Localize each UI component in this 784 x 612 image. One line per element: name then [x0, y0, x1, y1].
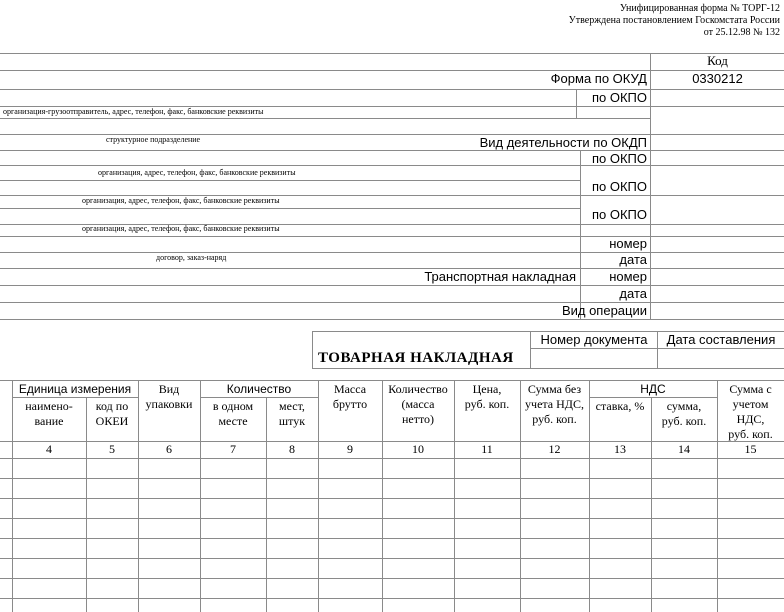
operation-label: Вид операции	[561, 303, 647, 318]
okpo-label-3: по ОКПО	[591, 179, 647, 194]
th-qty-group: Количество	[226, 382, 292, 396]
shipper-hint: организация-грузоотправитель, адрес, телефон, факс, банковские реквизиты	[3, 107, 264, 116]
form-header	[569, 3, 780, 39]
header-line-1: Унифицированная форма № ТОРГ-12	[619, 3, 780, 14]
col-number: 11	[481, 442, 493, 456]
col-number: 10	[412, 442, 424, 456]
doc-date-label: Дата составления	[666, 332, 776, 347]
th-sum-no-vat: Сумма без учета НДС, руб. коп.	[525, 382, 584, 426]
data-label-2: дата	[619, 286, 647, 301]
th-price: Цена, руб. коп.	[464, 382, 510, 411]
col-number: 9	[347, 442, 353, 456]
okdp-label: Вид деятельности по ОКДП	[479, 135, 647, 150]
th-qty-places: мест, штук	[278, 399, 306, 428]
okud-value: 0330212	[692, 71, 743, 86]
th-unit-code: код по ОКЕИ	[95, 399, 129, 428]
header-line-3: от 25.12.98 № 132	[703, 27, 780, 38]
nomer-label-1: номер	[609, 236, 647, 251]
th-net: Количество (масса нетто)	[388, 382, 448, 426]
okpo-label-2: по ОКПО	[591, 151, 647, 166]
col-number: 13	[614, 442, 626, 456]
data-label-1: дата	[619, 252, 647, 267]
col-number: 14	[678, 442, 690, 456]
th-package: Вид упаковки	[145, 382, 193, 411]
col-number: 5	[109, 442, 115, 456]
col-number: 7	[230, 442, 236, 456]
th-unit-group: Единица измерения	[18, 382, 132, 396]
col-number: 8	[289, 442, 295, 456]
nomer-label-2: номер	[609, 269, 647, 284]
subdivision-hint: структурное подразделение	[106, 135, 201, 144]
doc-number-label: Номер документа	[540, 332, 648, 347]
contract-hint: договор, заказ-наряд	[156, 253, 227, 262]
col-number: 15	[744, 442, 757, 456]
okud-label: Форма по ОКУД	[550, 71, 647, 86]
col-number: 12	[548, 442, 561, 456]
col-number: 6	[166, 442, 172, 456]
okpo-label-1: по ОКПО	[591, 90, 647, 105]
th-vat-sum: сумма, руб. коп.	[661, 399, 707, 428]
th-sum-vat: Сумма с учетом НДС, руб. коп.	[728, 382, 773, 441]
kod-label: Код	[707, 53, 728, 68]
doc-title: ТОВАРНАЯ НАКЛАДНАЯ	[318, 350, 514, 366]
col-number: 4	[46, 442, 52, 456]
header-line-2: Утверждена постановлением Госкомстата России	[568, 15, 780, 26]
org-hint-3: организация, адрес, телефон, факс, банковские реквизиты	[82, 224, 280, 233]
org-hint-1: организация, адрес, телефон, факс, банковские реквизиты	[98, 168, 296, 177]
org-hint-2: организация, адрес, телефон, факс, банковские реквизиты	[82, 196, 280, 205]
okpo-label-4: по ОКПО	[591, 207, 647, 222]
th-unit-name: наимено- вание	[25, 399, 73, 428]
transport-label: Транспортная накладная	[424, 269, 576, 284]
th-qty-one: в одном месте	[212, 399, 254, 428]
th-vat-group: НДС	[640, 382, 666, 396]
th-vat-rate: ставка, %	[595, 399, 645, 413]
th-gross: Масса брутто	[332, 382, 368, 411]
